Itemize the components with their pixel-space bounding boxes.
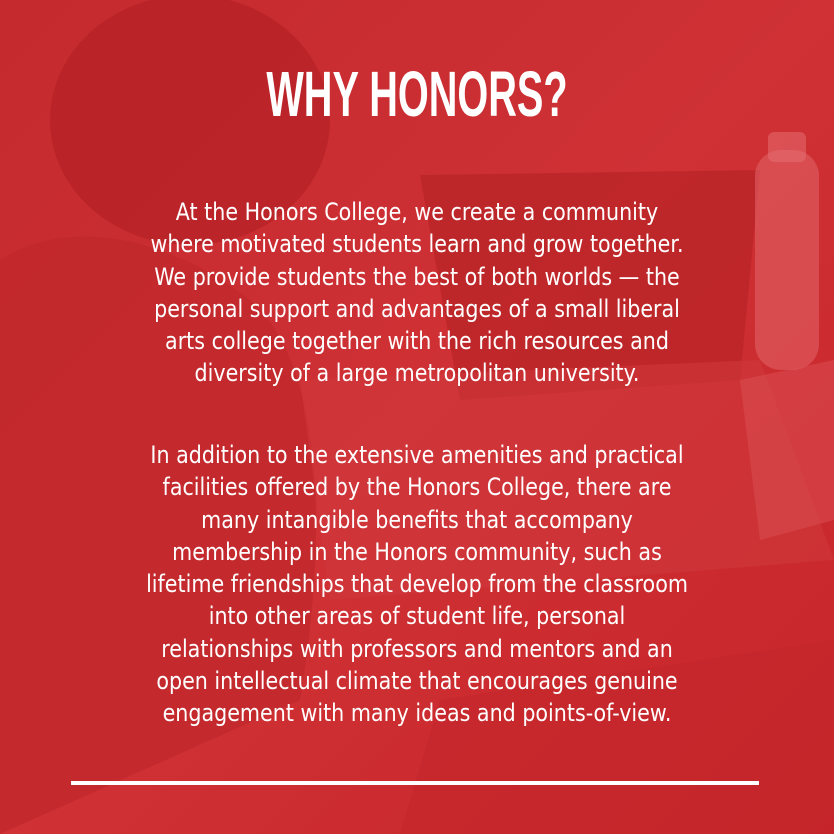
paragraph-line: lifetime friendships that develop from the classroom (146, 570, 688, 599)
paragraph-line: open intellectual climate that encourages genuine (156, 667, 678, 696)
benefits-paragraph (58, 439, 775, 730)
paragraph-line: We provide students the best of both worlds — the (154, 262, 680, 291)
paragraph-line: diversity of a large metropolitan university. (194, 359, 640, 388)
page-title: WHY HONORS? (266, 58, 568, 130)
paragraph-line: facilities offered by the Honors College, there are (162, 473, 672, 502)
intro-paragraph (58, 196, 775, 390)
paragraph-line: At the Honors College, we create a community (175, 198, 659, 226)
paragraph-line: relationships with professors and mentors and an (161, 634, 673, 663)
paragraph-line: many intangible benefits that accompany (201, 505, 633, 534)
paragraph-line: membership in the Honors community, such as (172, 537, 662, 566)
paragraph-line: personal support and advantages of a small liberal (154, 294, 680, 323)
bottom-divider (71, 781, 759, 785)
paragraph-line: arts college together with the rich resources and (165, 327, 669, 356)
paragraph-line: In addition to the extensive amenities and practical (150, 441, 684, 469)
paragraph-line: where motivated students learn and grow together. (150, 230, 684, 259)
paragraph-line: engagement with many ideas and points-of-view. (162, 699, 672, 728)
paragraph-line: into other areas of student life, personal (208, 602, 626, 631)
